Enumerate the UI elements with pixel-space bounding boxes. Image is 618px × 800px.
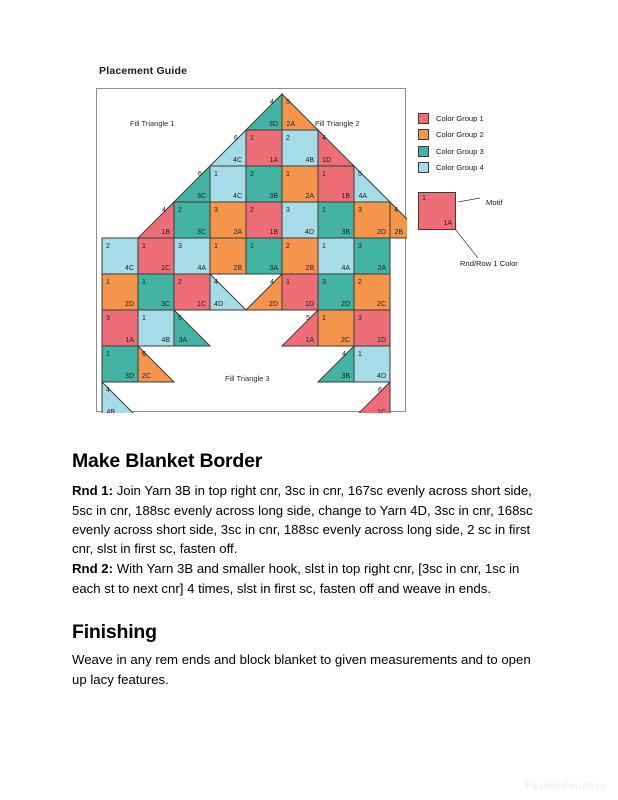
motif-cell	[102, 382, 138, 413]
motif-code: 1C	[377, 409, 386, 413]
motif-code: 4C	[233, 157, 242, 164]
motif-code: 3C	[197, 229, 206, 236]
motif-cell	[174, 274, 210, 310]
legend-swatch-4	[418, 162, 429, 173]
motif-number: 3	[358, 243, 362, 250]
motif-code: 2A	[286, 121, 295, 128]
motif-number: 1	[322, 171, 326, 178]
motif-number: 1	[214, 243, 218, 250]
legend-swatch-2	[418, 129, 429, 140]
motif-code: 2A	[305, 193, 314, 200]
motif-code: 2A	[377, 265, 386, 272]
motif-code: 4A	[341, 265, 350, 272]
motif-code: 4D	[214, 301, 223, 308]
motif-cell	[318, 166, 354, 202]
motif-code: 3D	[269, 121, 278, 128]
placement-guide-chart	[97, 89, 407, 413]
motif-cell	[102, 238, 138, 274]
motif-cell	[282, 274, 318, 310]
motif-number: 4	[394, 207, 398, 214]
motif-number: 1	[286, 171, 290, 178]
motif-code: 1B	[341, 193, 350, 200]
motif-code: 1D	[377, 337, 386, 344]
motif-code: 2D	[269, 301, 278, 308]
motif-cell	[246, 202, 282, 238]
motif-code: 1A	[305, 337, 314, 344]
legend-item-2	[418, 127, 484, 144]
motif-code: 2D	[341, 301, 350, 308]
motif-cell	[354, 166, 390, 202]
motif-cell	[138, 202, 174, 238]
motif-cell	[210, 238, 246, 274]
motif-code: 1C	[161, 265, 170, 272]
motif-cell	[246, 238, 282, 274]
motif-code: 2B	[394, 229, 403, 236]
legend-item-1	[418, 110, 484, 127]
motif-number: 4	[270, 99, 274, 106]
legend-swatch-1	[418, 113, 429, 124]
motif-code: 4B	[161, 337, 170, 344]
motif-cell	[354, 238, 390, 274]
motif-cell	[354, 274, 390, 310]
motif-number: 1	[322, 315, 326, 322]
fill-triangle-3-label: Fill Triangle 3	[225, 374, 270, 383]
motif-code: 4A	[358, 193, 367, 200]
motif-number: 6	[142, 351, 146, 358]
rnd-2-label: Rnd 2:	[72, 561, 114, 577]
placement-guide-title: Placement Guide	[99, 65, 188, 77]
motif-cell	[318, 130, 354, 166]
motif-code: 1C	[197, 301, 206, 308]
motif-code: 4D	[377, 373, 386, 380]
motif-number: 2	[178, 207, 182, 214]
motif-number: 3	[106, 315, 110, 322]
motif-number: 2	[286, 243, 290, 250]
motif-code: 3B	[341, 373, 350, 380]
motif-cell	[138, 310, 174, 346]
motif-cell	[318, 310, 354, 346]
motif-number: 5	[286, 99, 290, 106]
motif-number: 1	[322, 207, 326, 214]
motif-cell	[282, 166, 318, 202]
legend-label-1: Color Group 1	[436, 113, 484, 123]
legend-item-3	[418, 143, 484, 160]
motif-cell	[102, 346, 138, 382]
motif-code: 3B	[269, 193, 278, 200]
motif-number: 1	[106, 279, 110, 286]
motif-number: 1	[358, 351, 362, 358]
motif-cell	[246, 94, 282, 130]
motif-sample-code: 1A	[443, 220, 452, 227]
motif-number: 2	[178, 279, 182, 286]
motif-number: 4	[342, 351, 346, 358]
rnd-1-text: Join Yarn 3B in top right cnr, 3sc in cnr, 167sc evenly across short side, 5sc in cnr, 188sc evenly across long side, change to Yarn 4D, 3sc in cnr, 168sc evenly across short side, 3sc in cnr, 188sc evenly across long side, 2 sc in first cnr, slst in first sc, fasten off.	[72, 483, 533, 557]
motif-code: 4D	[305, 229, 314, 236]
motif-cell	[138, 346, 174, 382]
motif-number: 4	[214, 279, 218, 286]
motif-code: 2C	[341, 337, 350, 344]
motif-code: 3C	[161, 301, 170, 308]
legend-swatch-3	[418, 146, 429, 157]
heading-make-blanket-border: Make Blanket Border	[72, 450, 263, 473]
motif-code: 2C	[377, 301, 386, 308]
motif-code: 4B	[305, 157, 314, 164]
motif-number: 1	[142, 243, 146, 250]
motif-cell	[354, 202, 390, 238]
motif-cell	[246, 130, 282, 166]
motif-number: 1	[142, 279, 146, 286]
motif-cell	[318, 202, 354, 238]
rnd-1-label: Rnd 1:	[72, 483, 114, 499]
motif-code: 2B	[305, 265, 314, 272]
motif-cell	[174, 202, 210, 238]
motif-number: 1	[106, 351, 110, 358]
motif-code: 3B	[341, 229, 350, 236]
motif-code: 3C	[197, 193, 206, 200]
motif-code: 3A	[269, 265, 278, 272]
motif-cell	[282, 310, 318, 346]
motif-code: 1B	[161, 229, 170, 236]
motif-cell	[174, 166, 210, 202]
motif-number: 3	[322, 279, 326, 286]
motif-number: 6	[198, 171, 202, 178]
motif-cell	[318, 274, 354, 310]
motif-number: 1	[250, 135, 254, 142]
motif-code: 1B	[269, 229, 278, 236]
motif-number: 3	[214, 207, 218, 214]
paragraph-rnd-2	[72, 559, 540, 598]
motif-code: 4B	[106, 409, 115, 413]
fill-triangle-1-label: Fill Triangle 1	[130, 119, 175, 128]
motif-callout-label: Motif	[486, 198, 503, 207]
motif-cell	[174, 238, 210, 274]
motif-number: 2	[250, 207, 254, 214]
motif-code: 4C	[233, 193, 242, 200]
motif-number: 1	[250, 243, 254, 250]
legend-label-3: Color Group 3	[436, 146, 484, 156]
motif-number: 1	[286, 279, 290, 286]
motif-cell	[210, 166, 246, 202]
motif-number: 3	[286, 207, 290, 214]
rnd-row-color-callout-label: Rnd/Row 1 Color	[460, 259, 518, 268]
motif-code: 3A	[178, 337, 187, 344]
motif-number: 5	[178, 315, 182, 322]
motif-number: 1	[322, 243, 326, 250]
motif-code: 1A	[269, 157, 278, 164]
motif-cell	[282, 94, 318, 130]
motif-number: 1	[142, 315, 146, 322]
motif-cell	[282, 130, 318, 166]
motif-code: 1A	[125, 337, 134, 344]
motif-cell	[354, 346, 390, 382]
motif-code: 2A	[233, 229, 242, 236]
motif-cell	[210, 130, 246, 166]
motif-number: 6	[234, 135, 238, 142]
motif-number: 2	[106, 243, 110, 250]
motif-cell	[102, 310, 138, 346]
motif-cell	[390, 202, 407, 238]
heading-finishing: Finishing	[72, 621, 157, 644]
motif-code: 2B	[233, 265, 242, 272]
color-legend	[418, 110, 484, 176]
legend-label-2: Color Group 2	[436, 130, 484, 140]
motif-cell	[138, 274, 174, 310]
motif-number: 4	[270, 279, 274, 286]
paragraph-finishing: Weave in any rem ends and block blanket to given measurements and to open up lacy features.	[72, 652, 531, 687]
motif-code: 4A	[197, 265, 206, 272]
motif-cell	[318, 346, 354, 382]
motif-number: 4	[322, 135, 326, 142]
legend-item-4	[418, 160, 484, 177]
motif-cell	[102, 274, 138, 310]
placement-guide-frame	[96, 88, 406, 412]
motif-cell	[318, 238, 354, 274]
motif-cell	[354, 310, 390, 346]
motif-cell	[138, 238, 174, 274]
motif-cell	[282, 238, 318, 274]
watermark: PassionForum.ru	[525, 781, 606, 792]
motif-cell	[246, 166, 282, 202]
fill-triangle-2-label: Fill Triangle 2	[315, 119, 360, 128]
motif-cell	[246, 274, 282, 310]
motif-sample-box	[418, 192, 456, 230]
motif-number: 3	[358, 315, 362, 322]
motif-number: 2	[286, 135, 290, 142]
motif-key	[418, 192, 598, 272]
motif-number: 2	[358, 279, 362, 286]
motif-number: 5	[358, 171, 362, 178]
motif-number: 2	[250, 171, 254, 178]
motif-code: 2D	[377, 229, 386, 236]
motif-number: 4	[162, 207, 166, 214]
motif-number: 3	[178, 243, 182, 250]
motif-cell	[282, 202, 318, 238]
motif-code: 1D	[305, 301, 314, 308]
legend-label-4: Color Group 4	[436, 163, 484, 173]
rnd-2-text: With Yarn 3B and smaller hook, slst in top right cnr, [3sc in cnr, 1sc in each st to next cnr] 4 times, slst in first sc, fasten off and weave in ends.	[72, 561, 520, 596]
motif-code: 3D	[125, 373, 134, 380]
paragraph-rnd-1	[72, 481, 540, 559]
motif-number: 1	[214, 171, 218, 178]
motif-code: 2D	[125, 301, 134, 308]
motif-code: 2C	[142, 373, 151, 380]
motif-number: 4	[106, 387, 110, 394]
motif-cell	[174, 310, 210, 346]
motif-number: 5	[306, 315, 310, 322]
motif-number: 6	[378, 387, 382, 394]
motif-code: 1D	[322, 157, 331, 164]
motif-code: 4C	[125, 265, 134, 272]
motif-cell	[210, 274, 246, 310]
motif-cell	[354, 382, 390, 413]
motif-sample-number: 1	[422, 195, 426, 202]
motif-number: 3	[358, 207, 362, 214]
motif-cell	[210, 202, 246, 238]
